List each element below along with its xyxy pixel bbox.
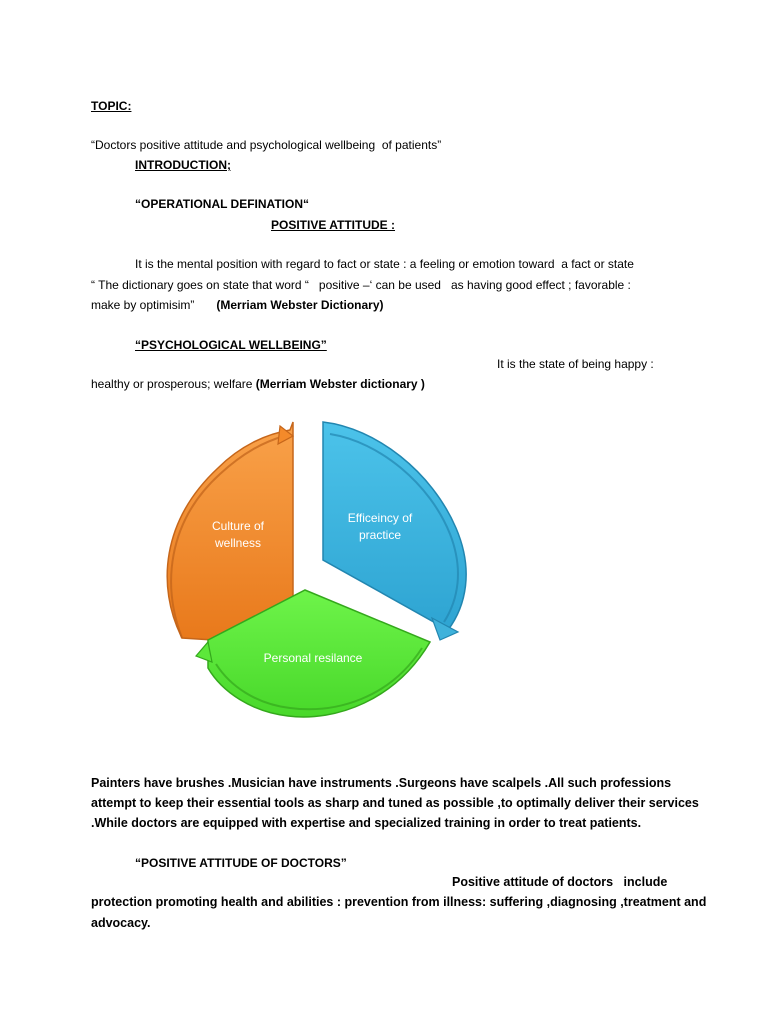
- segment-label-resilience: Personal resilance: [263, 651, 363, 665]
- doctors-attitude-heading: “POSITIVE ATTITUDE OF DOCTORS”: [135, 856, 347, 870]
- tools-paragraph-line-1: Painters have brushes .Musician have instruments .Surgeons have scalpels .All such professions: [91, 776, 672, 790]
- positive-attitude-source: (Merriam Webster Dictionary): [216, 298, 384, 312]
- segment-label-culture-1: Culture of: [211, 519, 265, 533]
- doctors-def-line-3: advocacy.: [91, 916, 151, 930]
- document-title: “Doctors positive attitude and psychological wellbeing of patients”: [91, 138, 442, 152]
- segment-label-efficiency-2: practice: [358, 528, 402, 542]
- topic-label: TOPIC:: [91, 99, 132, 113]
- positive-attitude-def-line-3: [91, 297, 384, 313]
- positive-attitude-def-line-2: “ The dictionary goes on state that word “ positive –‘ can be used as having good effect ; favorable :: [91, 278, 631, 292]
- positive-attitude-def-text: make by optimisim”: [91, 298, 195, 312]
- psych-def-text: healthy or prosperous; welfare: [91, 377, 256, 391]
- psych-def-source: (Merriam Webster dictionary ): [255, 377, 425, 391]
- segment-label-efficiency-1: Efficeincy of: [347, 511, 413, 525]
- psychological-wellbeing-heading: “PSYCHOLOGICAL WELLBEING”: [135, 338, 327, 352]
- segment-label-culture-2: wellness: [214, 536, 262, 550]
- tools-paragraph-line-2: attempt to keep their essential tools as sharp and tuned as possible ,to optimally deliver their services: [91, 796, 699, 810]
- cycle-diagram: [140, 410, 480, 745]
- introduction-heading: INTRODUCTION;: [135, 158, 231, 172]
- psych-def-line-1: It is the state of being happy :: [497, 357, 654, 371]
- doctors-def-line-1: Positive attitude of doctors include: [452, 875, 668, 889]
- psych-def-line-2: [91, 376, 425, 392]
- positive-attitude-heading: POSITIVE ATTITUDE :: [271, 218, 396, 232]
- doctors-def-line-2: protection promoting health and abilities : prevention from illness: suffering ,diagnosing ,treatment and: [91, 895, 707, 909]
- tools-paragraph-line-3: .While doctors are equipped with expertise and specialized training in order to treat patients.: [91, 816, 642, 830]
- operational-definition-heading: “OPERATIONAL DEFINATION“: [135, 197, 309, 211]
- positive-attitude-def-line-1: It is the mental position with regard to fact or state : a feeling or emotion toward a fact or state: [135, 257, 634, 271]
